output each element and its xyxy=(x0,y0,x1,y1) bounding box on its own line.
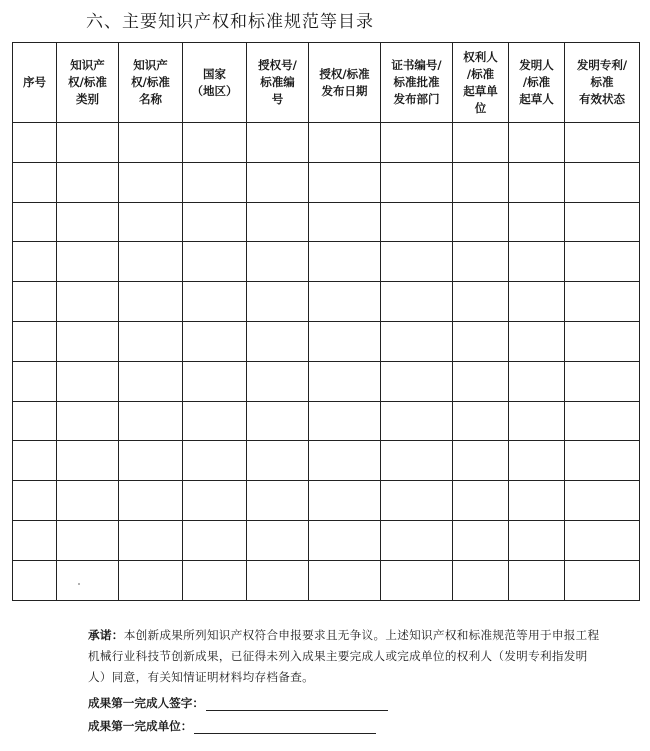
table-cell[interactable] xyxy=(381,282,453,322)
header-ip-name: 知识产 权/标准 名称 xyxy=(119,43,183,123)
table-cell[interactable] xyxy=(247,162,309,202)
table-cell[interactable] xyxy=(247,202,309,242)
table-cell[interactable] xyxy=(565,520,640,560)
table-cell[interactable] xyxy=(57,560,119,600)
table-cell[interactable] xyxy=(57,202,119,242)
table-cell[interactable] xyxy=(183,202,247,242)
table-cell[interactable] xyxy=(453,560,509,600)
table-cell[interactable] xyxy=(183,481,247,521)
table-header-row xyxy=(13,43,640,123)
table-cell[interactable] xyxy=(13,282,57,322)
table-cell[interactable] xyxy=(119,123,183,163)
table-cell[interactable] xyxy=(13,321,57,361)
table-cell[interactable] xyxy=(183,242,247,282)
table-cell[interactable] xyxy=(509,361,565,401)
table-cell[interactable] xyxy=(247,123,309,163)
table-cell[interactable] xyxy=(13,441,57,481)
table-cell[interactable] xyxy=(453,361,509,401)
table-cell[interactable] xyxy=(247,321,309,361)
table-cell[interactable] xyxy=(183,520,247,560)
table-cell[interactable] xyxy=(453,162,509,202)
table-row xyxy=(13,282,640,322)
pledge-label: 承诺： xyxy=(88,628,124,642)
table-cell[interactable] xyxy=(119,520,183,560)
table-cell[interactable] xyxy=(119,242,183,282)
table-cell[interactable] xyxy=(247,520,309,560)
table-row xyxy=(13,441,640,481)
table-cell[interactable] xyxy=(509,481,565,521)
table-cell[interactable] xyxy=(565,202,640,242)
table-cell[interactable] xyxy=(453,123,509,163)
table-cell[interactable] xyxy=(57,321,119,361)
table-cell[interactable] xyxy=(13,242,57,282)
table-cell[interactable] xyxy=(309,481,381,521)
table-cell[interactable] xyxy=(183,560,247,600)
table-cell[interactable] xyxy=(183,441,247,481)
table-cell[interactable] xyxy=(381,481,453,521)
table-cell[interactable] xyxy=(183,282,247,322)
table-cell[interactable] xyxy=(183,401,247,441)
table-cell[interactable] xyxy=(119,481,183,521)
table-cell[interactable] xyxy=(381,202,453,242)
table-cell[interactable] xyxy=(57,361,119,401)
header-validity-status: 发明专利/ 标准 有效状态 xyxy=(565,43,640,123)
table-row xyxy=(13,202,640,242)
table-cell[interactable] xyxy=(565,441,640,481)
table-cell[interactable] xyxy=(453,242,509,282)
ip-standards-table xyxy=(12,42,640,601)
table-cell[interactable] xyxy=(119,401,183,441)
table-cell[interactable] xyxy=(309,242,381,282)
pledge-statement xyxy=(88,625,600,688)
table-body xyxy=(13,123,640,601)
table-cell[interactable] xyxy=(183,162,247,202)
table-cell[interactable] xyxy=(119,202,183,242)
table-row xyxy=(13,560,640,600)
table-cell[interactable] xyxy=(565,321,640,361)
header-serial-no: 序号 xyxy=(13,43,57,123)
section-title: 六、主要知识产权和标准规范等目录 xyxy=(86,12,374,32)
pledge-text: 本创新成果所列知识产权符合申报要求且无争议。上述知识产权和标准规范等用于申报工程机械行业科技节创新成果，已征得未列入成果主要完成人或完成单位的权利人（发明专利指发明人）同意，有关知情证明材料均存档备查。 xyxy=(88,628,600,684)
table-cell[interactable] xyxy=(509,520,565,560)
header-grant-date: 授权/标准 发布日期 xyxy=(309,43,381,123)
table-cell[interactable] xyxy=(381,520,453,560)
table-cell[interactable] xyxy=(509,202,565,242)
table-cell[interactable] xyxy=(453,520,509,560)
table-cell[interactable] xyxy=(57,242,119,282)
table-cell[interactable] xyxy=(509,242,565,282)
table-cell[interactable] xyxy=(381,401,453,441)
table-cell[interactable] xyxy=(381,162,453,202)
table-cell[interactable] xyxy=(565,123,640,163)
table-cell[interactable] xyxy=(509,123,565,163)
table-cell[interactable] xyxy=(309,123,381,163)
table-cell[interactable] xyxy=(453,202,509,242)
table-cell[interactable] xyxy=(119,441,183,481)
table-cell[interactable] xyxy=(119,162,183,202)
header-rights-holder: 权利人 /标准 起草单 位 xyxy=(453,43,509,123)
signature-person-line xyxy=(88,695,388,711)
table-cell[interactable] xyxy=(309,361,381,401)
table-cell[interactable] xyxy=(453,481,509,521)
header-grant-number: 授权号/ 标准编 号 xyxy=(247,43,309,123)
table-cell[interactable] xyxy=(509,162,565,202)
table-cell[interactable] xyxy=(565,162,640,202)
table-cell[interactable] xyxy=(381,123,453,163)
table-cell[interactable] xyxy=(381,361,453,401)
table-cell[interactable] xyxy=(509,321,565,361)
table-cell[interactable] xyxy=(13,162,57,202)
table-cell[interactable] xyxy=(509,401,565,441)
table-cell[interactable] xyxy=(453,282,509,322)
table-cell[interactable] xyxy=(309,520,381,560)
table-cell[interactable] xyxy=(309,560,381,600)
table-cell[interactable] xyxy=(247,282,309,322)
table-cell[interactable] xyxy=(309,202,381,242)
table-cell[interactable] xyxy=(247,401,309,441)
table-cell[interactable] xyxy=(309,401,381,441)
table-cell[interactable] xyxy=(309,162,381,202)
table-cell[interactable] xyxy=(309,441,381,481)
table-cell[interactable] xyxy=(57,123,119,163)
table-cell[interactable] xyxy=(565,361,640,401)
header-ip-category: 知识产 权/标准 类别 xyxy=(57,43,119,123)
header-certificate-no: 证书编号/ 标准批准 发布部门 xyxy=(381,43,453,123)
table-cell[interactable] xyxy=(509,441,565,481)
table-cell[interactable] xyxy=(57,441,119,481)
table-cell[interactable] xyxy=(57,162,119,202)
table-cell[interactable] xyxy=(453,441,509,481)
table-cell[interactable] xyxy=(453,401,509,441)
table-cell[interactable] xyxy=(381,242,453,282)
table-cell[interactable] xyxy=(565,560,640,600)
table-cell[interactable] xyxy=(247,560,309,600)
table-cell[interactable] xyxy=(381,441,453,481)
signature-unit-label: 成果第一完成单位： xyxy=(88,719,193,733)
table-cell[interactable] xyxy=(509,560,565,600)
table-cell[interactable] xyxy=(565,401,640,441)
table-row xyxy=(13,481,640,521)
table-cell[interactable] xyxy=(13,401,57,441)
signature-unit-field[interactable] xyxy=(194,719,376,734)
table-cell[interactable] xyxy=(565,481,640,521)
table-cell[interactable] xyxy=(119,361,183,401)
table-cell[interactable] xyxy=(309,321,381,361)
table-cell[interactable] xyxy=(183,361,247,401)
table-cell[interactable] xyxy=(565,242,640,282)
table-cell[interactable] xyxy=(119,321,183,361)
table-cell[interactable] xyxy=(57,282,119,322)
table-cell[interactable] xyxy=(13,560,57,600)
table-cell[interactable] xyxy=(119,560,183,600)
header-inventor: 发明人 /标准 起草人 xyxy=(509,43,565,123)
table-cell[interactable] xyxy=(57,401,119,441)
table-cell[interactable] xyxy=(13,361,57,401)
table-cell[interactable] xyxy=(247,481,309,521)
signature-person-field[interactable] xyxy=(206,696,388,711)
signature-person-label: 成果第一完成人签字： xyxy=(88,696,204,710)
table-cell[interactable] xyxy=(381,560,453,600)
table-cell[interactable] xyxy=(183,123,247,163)
table-cell[interactable] xyxy=(565,282,640,322)
table-cell[interactable] xyxy=(13,202,57,242)
signature-unit-line xyxy=(88,718,376,734)
table-cell[interactable] xyxy=(57,520,119,560)
table-cell[interactable] xyxy=(13,123,57,163)
table-row xyxy=(13,242,640,282)
table-cell[interactable] xyxy=(247,441,309,481)
header-country-region: 国家 （地区） xyxy=(183,43,247,123)
table-row xyxy=(13,401,640,441)
table-cell[interactable] xyxy=(183,321,247,361)
table-cell[interactable] xyxy=(119,282,183,322)
table-cell[interactable] xyxy=(247,361,309,401)
table-cell[interactable] xyxy=(309,282,381,322)
table-cell[interactable] xyxy=(247,242,309,282)
table-cell[interactable] xyxy=(13,481,57,521)
table-cell[interactable] xyxy=(13,520,57,560)
table-cell[interactable] xyxy=(509,282,565,322)
table-row xyxy=(13,520,640,560)
table-cell[interactable] xyxy=(453,321,509,361)
table-cell[interactable] xyxy=(381,321,453,361)
table-row xyxy=(13,123,640,163)
table-row xyxy=(13,321,640,361)
table-row xyxy=(13,162,640,202)
table-cell[interactable] xyxy=(57,481,119,521)
scan-speck xyxy=(78,583,80,585)
table-row xyxy=(13,361,640,401)
